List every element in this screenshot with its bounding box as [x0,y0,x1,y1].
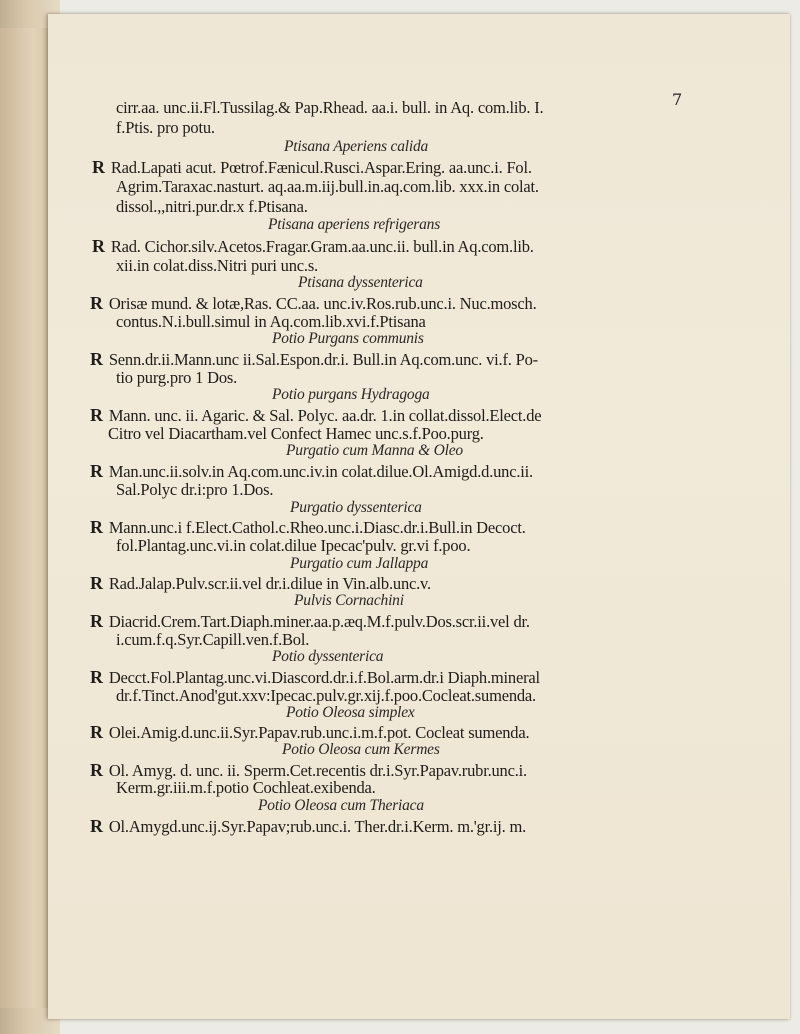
line-text: Mann. unc. ii. Agaric. & Sal. Polyc. aa.dr. 1.in collat.dissol.Elect.de [108,406,542,425]
text-line [116,368,237,388]
line-text: Potio purgans Hydragoga [272,386,430,403]
line-text: Senn.dr.ii.Mann.unc ii.Sal.Espon.dr.i. Bull.in Aq.com.unc. vi.f. Po- [108,350,538,369]
line-text: Potio Purgans communis [272,330,424,347]
line-text: contus.N.i.bull.simul in Aq.com.lib.xvi.f.Ptisana [116,312,426,331]
page-number: 7 [672,90,683,109]
line-text: Ol. Amyg. d. unc. ii. Sperm.Cet.recentis dr.i.Syr.Papav.rubr.unc.i. [108,761,527,780]
line-text: Purgatio dyssenterica [290,499,422,516]
text-line [116,686,536,706]
recipe-symbol: R [92,236,105,256]
text-line [90,667,540,688]
recipe-symbol: R [90,405,103,425]
recipe-heading [286,704,415,722]
recipe-symbol: R [90,461,103,481]
line-text: Sal.Polyc dr.i:pro 1.Dos. [116,480,274,499]
recipe-symbol: R [90,760,103,780]
recipe-heading [272,330,424,348]
text-line [90,293,537,314]
line-text: Rad.Lapati acut. Pœtrof.Fænicul.Rusci.Aspar.Ering. aa.unc.i. Fol. [110,158,532,177]
text-line [108,424,484,444]
recipe-heading [290,555,428,573]
line-text: cirr.aa. unc.ii.Fl.Tussilag.& Pap.Rhead. aa.i. bull. in Aq. com.lib. I. [116,98,544,117]
text-line [116,480,273,500]
line-text: Agrim.Taraxac.nasturt. aq.aa.m.iij.bull.in.aq.com.lib. xxx.in colat. [116,177,539,196]
text-line [90,573,431,594]
recipe-symbol: R [92,157,105,177]
line-text: Ptisana aperiens refrigerans [268,216,441,233]
recipe-symbol: R [90,517,103,537]
text-line [116,312,426,332]
recipe-heading [258,797,424,815]
recipe-symbol: R [90,816,103,836]
recipe-symbol: R [90,573,103,593]
line-text: Man.unc.ii.solv.in Aq.com.unc.iv.in colat.dilue.Ol.Amigd.d.unc.ii. [108,462,533,481]
line-text: dr.f.Tinct.Anod'gut.xxv:Ipecac.pulv.gr.xij.f.poo.Cocleat.sumenda. [116,686,536,705]
text-line [90,405,541,426]
line-text: Potio Oleosa cum Kermes [282,741,440,758]
recipe-heading [284,138,428,156]
line-text: Citro vel Diacartham.vel Confect Hamec unc.s.f.Poo.purg. [108,424,484,443]
recipe-heading [268,216,440,234]
line-text: Orisæ mund. & lotæ,Ras. CC.aa. unc.iv.Ros.rub.unc.i. Nuc.mosch. [108,294,537,313]
text-line [116,630,309,650]
line-text: Potio dyssenterica [272,648,384,665]
text-line [90,349,538,370]
recipe-heading [290,499,422,517]
recipe-heading [272,386,430,404]
text-line [116,118,215,138]
line-text: tio purg.pro 1 Dos. [116,368,238,387]
text-line [116,256,318,276]
line-text: xii.in colat.diss.Nitri puri unc.s. [116,256,318,275]
recipe-symbol: R [90,722,103,742]
line-text: Purgatio cum Manna & Oleo [286,442,463,459]
line-text: Kerm.gr.iii.m.f.potio Cochleat.exibenda. [116,778,376,797]
text-line [116,98,543,118]
line-text: Potio Oleosa cum Theriaca [258,797,424,814]
text-line [116,177,539,197]
text-line [90,816,526,837]
line-text: Olei.Amig.d.unc.ii.Syr.Papav.rub.unc.i.m.f.pot. Cocleat sumenda. [108,723,530,742]
line-text: Rad.Jalap.Pulv.scr.ii.vel dr.i.dilue in Vin.alb.unc.v. [108,574,431,593]
line-text: Ptisana dyssenterica [298,274,423,291]
recipe-symbol: R [90,611,103,631]
text-line [90,722,529,743]
line-text: Purgatio cum Jallappa [290,555,429,572]
line-text: f.Ptis. pro potu. [116,118,215,137]
recipe-heading [298,274,423,292]
text-line [116,778,376,798]
line-text: dissol.,,nitri.pur.dr.x f.Ptisana. [116,197,308,216]
text-line [90,517,526,538]
line-text: Potio Oleosa simplex [286,704,415,721]
line-text: Decct.Fol.Plantag.unc.vi.Diascord.dr.i.f.Bol.arm.dr.i Diaph.mineral [108,668,540,687]
recipe-symbol: R [90,293,103,313]
line-text: fol.Plantag.unc.vi.in colat.dilue Ipecac'pulv. gr.vi f.poo. [116,536,471,555]
text-line [92,157,532,178]
recipe-symbol: R [90,667,103,687]
text-line [90,461,533,482]
line-text: Pulvis Cornachini [294,592,404,609]
line-text: i.cum.f.q.Syr.Capill.ven.f.Bol. [116,630,310,649]
recipe-heading [286,442,463,460]
line-text: Rad. Cichor.silv.Acetos.Fragar.Gram.aa.unc.ii. bull.in Aq.com.lib. [110,237,534,256]
recipe-heading [272,648,383,666]
line-text: Ptisana Aperiens calida [284,138,429,155]
recipe-heading [294,592,404,610]
recipe-heading [282,741,440,759]
line-text: Diacrid.Crem.Tart.Diaph.miner.aa.p.æq.M.f.pulv.Dos.scr.ii.vel dr. [108,612,530,631]
text-line [90,611,530,632]
text-line [116,197,308,217]
recipe-symbol: R [90,349,103,369]
text-line [92,236,534,257]
text-line [116,536,470,556]
line-text: Ol.Amygd.unc.ij.Syr.Papav;rub.unc.i. Ther.dr.i.Kerm. m.'gr.ij. m. [108,817,527,836]
line-text: Mann.unc.i f.Elect.Cathol.c.Rheo.unc.i.Diasc.dr.i.Bull.in Decoct. [108,518,526,537]
